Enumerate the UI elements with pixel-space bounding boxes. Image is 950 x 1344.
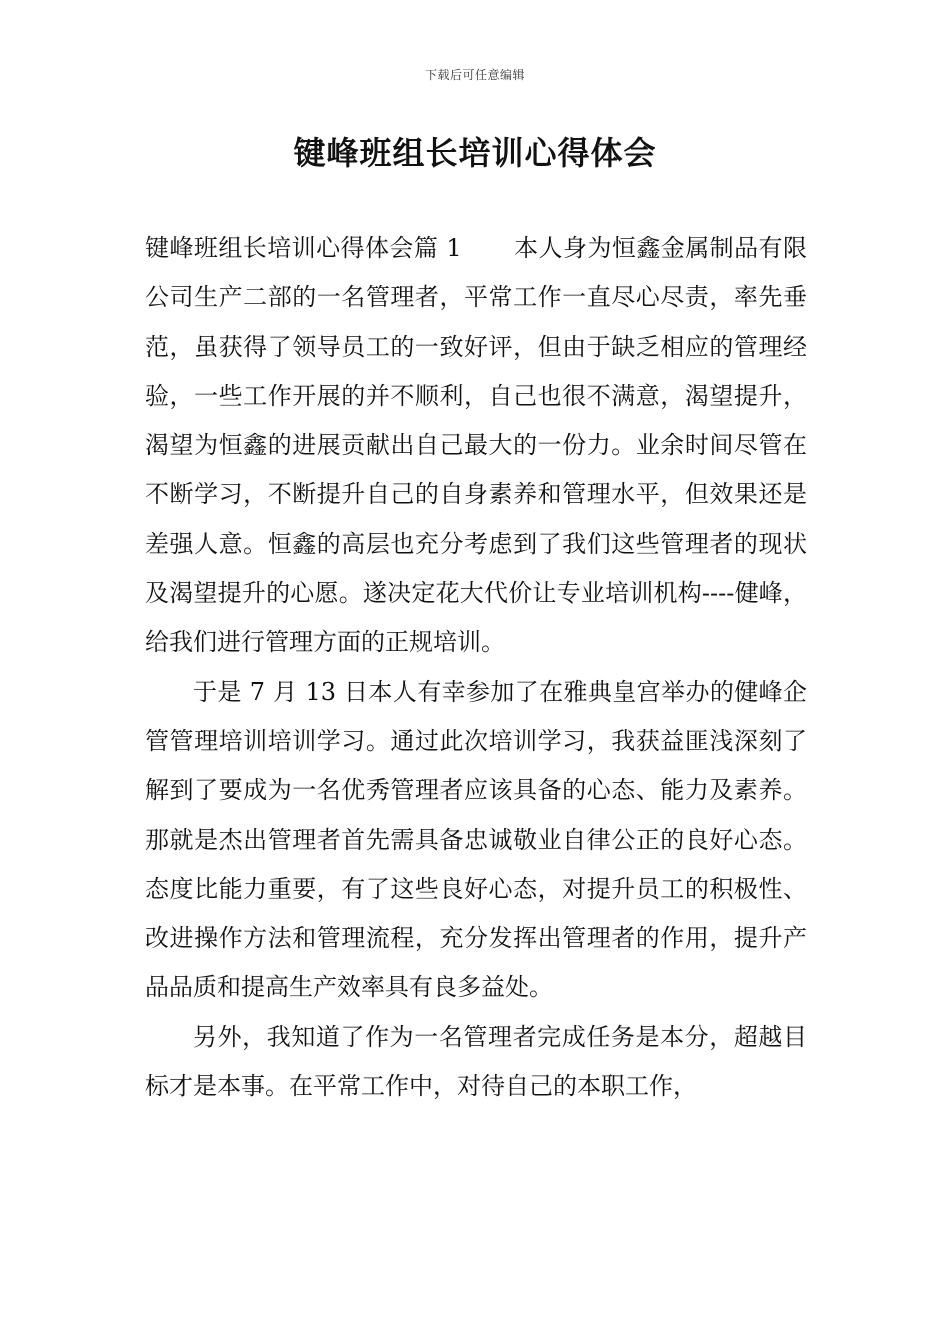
header-note: 下载后可任意编辑	[424, 68, 525, 82]
document-body	[145, 224, 807, 1111]
document-title: 键峰班组长培训心得体会	[293, 134, 657, 172]
paragraph-1	[145, 224, 807, 668]
section-lead-label: 键峰班组长培训心得体会篇 1	[145, 234, 462, 262]
paragraph-3: 另外，我知道了作为一名管理者完成任务是本分，超越目标才是本事。在平常工作中，对待自己的本职工作，	[145, 1022, 807, 1101]
paragraph-2: 于是 7 月 13 日本人有幸参加了在雅典皇宫举办的健峰企管管理培训培训学习。通过此次培训学习，我获益匪浅深刻了解到了要成为一名优秀管理者应该具备的心态、能力及素养。那就是杰出管理者首先需具备忠诚敬业自律公正的良好心态。态度比能力重要，有了这些良好心态，对提升员工的积极性、改进操作方法和管理流程，充分发挥出管理者的作用，提升产品品质和提高生产效率具有良多益处。	[145, 677, 807, 1002]
paragraph-1-text: 本人身为恒鑫金属制品有限公司生产二部的一名管理者，平常工作一直尽心尽责，率先垂范，虽获得了领导员工的一致好评，但由于缺乏相应的管理经验，一些工作开展的并不顺利，自己也很不满意，渴望提升，渴望为恒鑫的进展贡献出自己最大的一份力。业余时间尽管在不断学习，不断提升自己的自身素养和管理水平，但效果还是差强人意。恒鑫的高层也充分考虑到了我们这些管理者的现状及渴望提升的心愿。遂决定花大代价让专业培训机构----健峰，给我们进行管理方面的正规培训。	[145, 234, 807, 657]
